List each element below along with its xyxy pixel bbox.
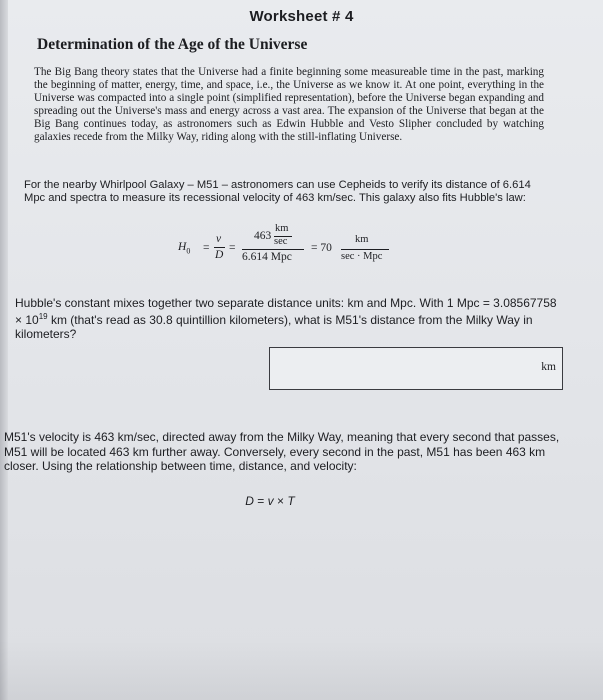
eq-times: × xyxy=(273,494,288,508)
worksheet-title: Worksheet # 4 xyxy=(249,8,354,25)
fraction-line-2 xyxy=(242,249,304,250)
result-unit-bottom: sec · Mpc xyxy=(341,251,383,262)
velocity-paragraph: M51's velocity is 463 km/sec, directed away from the Milky Way, meaning that every second that passes, M51 will be located 463 km further away. Conversely, every second in the past, M51 has been 463 km closer. Using the relationship between time, distance, and velocity: xyxy=(4,430,560,474)
v-letter: v xyxy=(216,233,222,245)
eq-equals: = xyxy=(253,494,268,508)
distance-symbol xyxy=(215,249,223,261)
intro-paragraph: The Big Bang theory states that the Universe had a finite beginning some measureable time in the past, marking the beginning of matter, energy, time, and space, i.e., the Universe as we know it. At one point, everything in the Universe was compacted into a single point (simplified representation), before the Universe began expanding and spreading out the Universe's mass and energy across a vast area. The expansion of the Universe that began at the Big Bang continues today, as astronomers such as Edwin Hubble and Vesto Slipher concluded by watching galaxies recede from the Milky Way, riding along with the still-inflating Universe. xyxy=(34,66,544,144)
whirlpool-paragraph: For the nearby Whirlpool Galaxy – M51 – astronomers can use Cepheids to verify its distance of 6.614 Mpc and spectra to measure its recessional velocity of 463 km/sec. This galaxy also fits Hubble's law: xyxy=(24,179,531,205)
h-subscript: 0 xyxy=(186,246,191,256)
h-letter: H xyxy=(178,241,187,253)
page-edge xyxy=(0,0,8,700)
distance-value: 6.614 Mpc xyxy=(242,251,292,263)
velocity-unit-bottom: sec xyxy=(274,236,288,247)
fraction-line-1 xyxy=(214,247,225,248)
distance-velocity-equation xyxy=(0,494,540,508)
paper-shadow xyxy=(0,640,603,700)
answer-unit-label: km xyxy=(541,361,556,373)
question-part-2: km (that's read as 30.8 quintillion kilometers), what is M51's distance from the Milky Way in kilometers? xyxy=(15,313,533,342)
distance-answer-box[interactable] xyxy=(269,347,563,390)
eq-d: D xyxy=(245,494,254,508)
conversion-question xyxy=(15,296,560,342)
result-unit-top: km xyxy=(355,234,369,245)
hubble-result: = 70 xyxy=(311,242,332,254)
question-part-1: Hubble's constant mixes together two separate distance units: km and Mpc. With 1 Mpc = 3.08567758 × 10 xyxy=(15,296,557,328)
eq-t: T xyxy=(287,494,295,508)
equals-1: = xyxy=(203,242,210,254)
hubble-constant-symbol xyxy=(178,241,190,255)
velocity-unit-top: km xyxy=(275,223,289,234)
eq-v: v xyxy=(267,494,274,508)
velocity-value: 463 xyxy=(254,230,272,242)
question-exponent: 19 xyxy=(38,312,48,322)
velocity-symbol xyxy=(216,233,221,245)
worksheet-subtitle: Determination of the Age of the Universe xyxy=(37,36,308,53)
hubble-formula xyxy=(178,224,418,272)
result-fraction-line xyxy=(341,249,389,250)
d-letter: D xyxy=(215,249,224,261)
equals-2: = xyxy=(229,242,236,254)
